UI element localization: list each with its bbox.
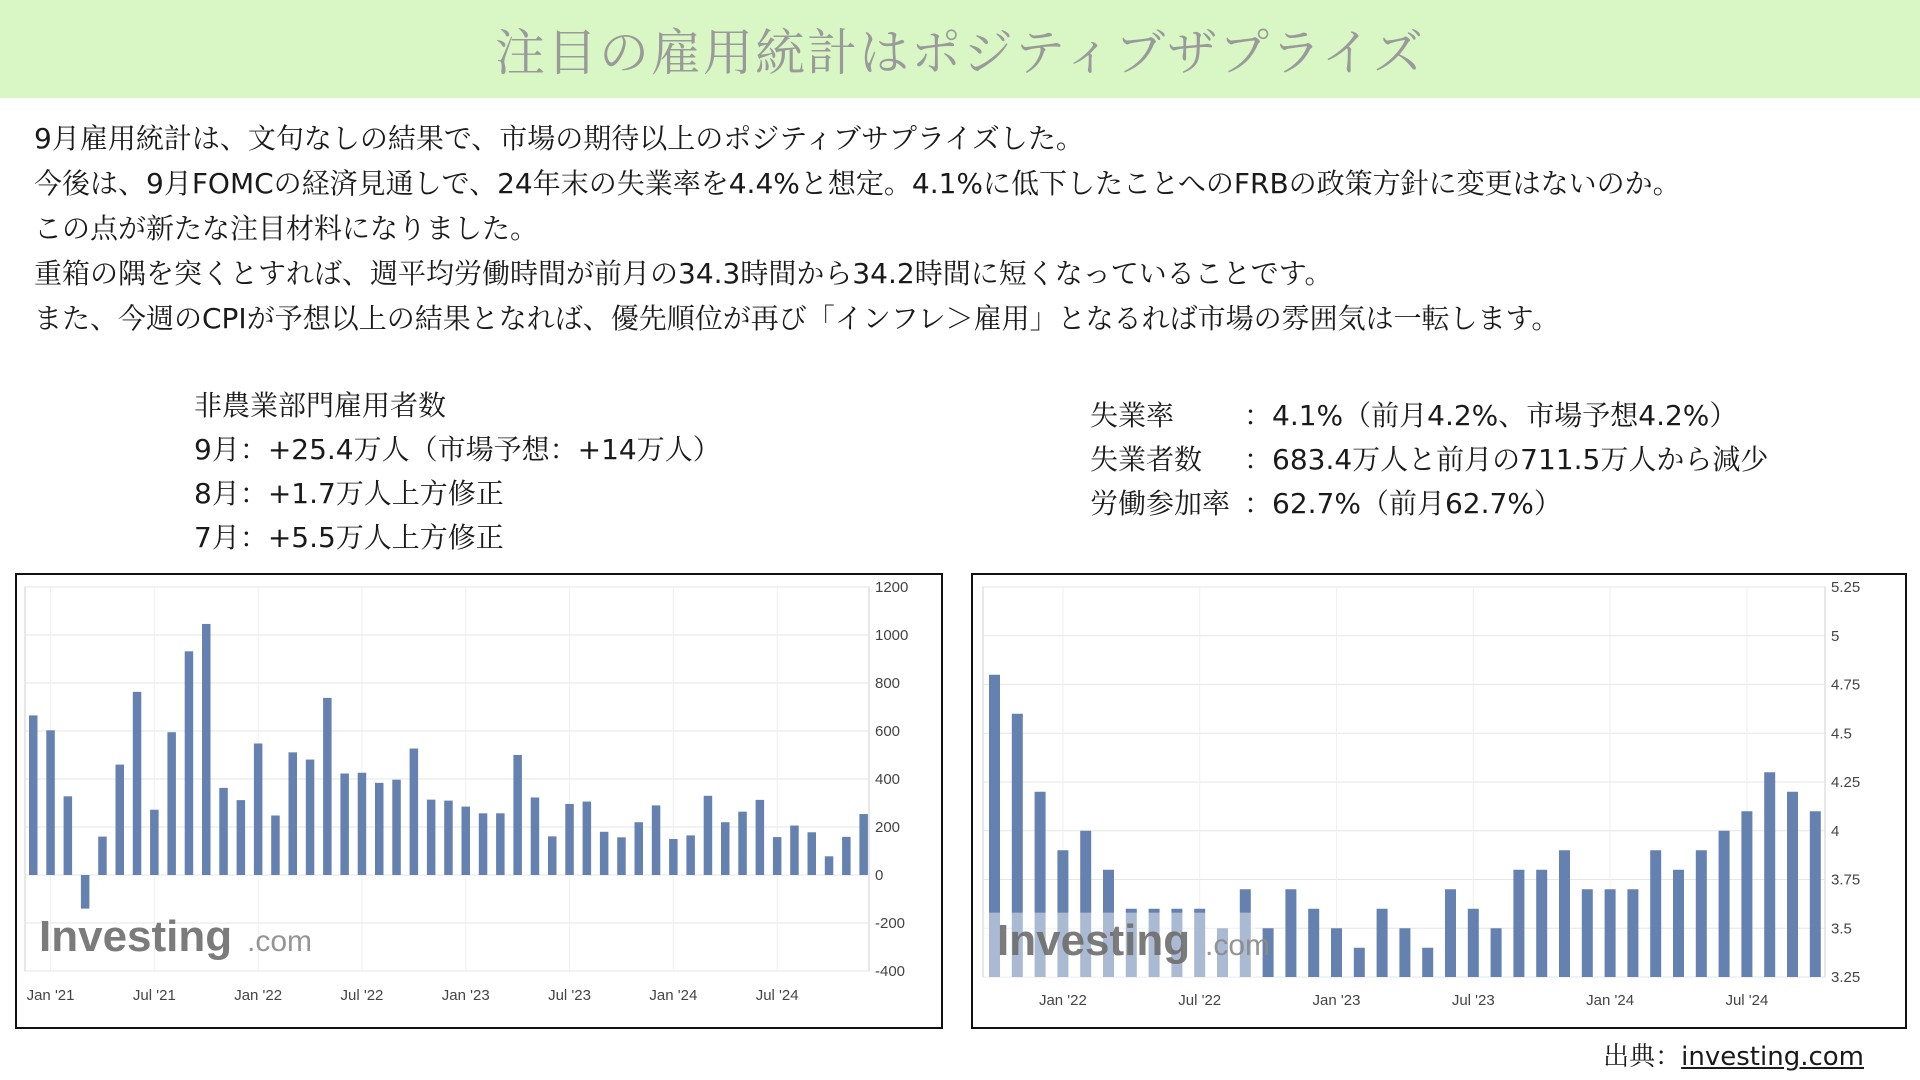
bar: [254, 743, 263, 875]
bar: [548, 836, 557, 875]
y-tick-label: -200: [875, 915, 906, 932]
x-tick-label: Jul '23: [548, 987, 591, 1004]
payrolls-title: 非農業部門雇用者数: [194, 389, 447, 422]
stat-row: [1090, 482, 1768, 526]
x-tick-label: Jan '23: [1312, 992, 1361, 1009]
bar: [167, 732, 176, 875]
bar: [1399, 928, 1410, 977]
bar: [289, 752, 298, 875]
bar: [773, 837, 782, 875]
bar: [652, 805, 661, 875]
x-tick-label: Jul '22: [340, 987, 384, 1004]
bar: [202, 624, 211, 875]
bar: [410, 749, 419, 875]
bar: [1741, 811, 1752, 977]
y-tick-label: 5: [1831, 627, 1840, 645]
commentary-line: 9月雇用統計は、文句なしの結果で、市場の期待以上のポジティブサプライズした。: [34, 122, 1084, 155]
bar: [340, 773, 349, 875]
bar: [271, 815, 280, 875]
stat-value: ：4.1%（前月4.2%、市場予想4.2%）: [1244, 399, 1738, 432]
bar: [116, 765, 125, 875]
bar: [756, 800, 765, 875]
stat-label: 失業率: [1090, 399, 1175, 432]
logo-text: Investing: [997, 916, 1191, 965]
y-tick-label: 4.75: [1831, 676, 1861, 694]
payrolls-chart: [15, 573, 943, 1029]
bar: [1468, 909, 1479, 977]
bar: [808, 832, 817, 875]
y-tick-label: 1200: [875, 579, 909, 596]
y-tick-label: 5.25: [1831, 579, 1861, 596]
bar: [686, 835, 695, 875]
bar: [1536, 870, 1547, 977]
stat-label: 失業者数: [1090, 443, 1203, 476]
stat-value: ：683.4万人と前月の711.5万人から減少: [1244, 443, 1769, 476]
y-tick-label: 800: [875, 675, 901, 692]
stat-label: 労働参加率: [1090, 487, 1231, 520]
bar: [790, 826, 799, 875]
commentary-line: 今後は、9月FOMCの経済見通しで、24年末の失業率を4.4%と想定。4.1%に低下したことへのFRBの政策方針に変更はないのか。: [34, 167, 1681, 200]
bar: [842, 837, 851, 875]
bar: [1331, 928, 1342, 977]
logo-suffix: .com: [1205, 929, 1271, 962]
y-tick-label: 600: [875, 723, 901, 740]
title-bar: [0, 0, 1920, 98]
bar: [81, 875, 90, 909]
stat-row: [1090, 438, 1768, 482]
bar: [1422, 948, 1433, 977]
bar: [1377, 909, 1388, 977]
bar: [185, 651, 194, 875]
bar: [721, 822, 730, 875]
payrolls-line: 7月：+5.5万人上方修正: [194, 521, 504, 554]
y-tick-label: -400: [875, 963, 906, 980]
bar: [1719, 831, 1730, 977]
x-tick-label: Jul '22: [1178, 992, 1222, 1009]
x-tick-label: Jul '24: [755, 987, 799, 1004]
bar: [1787, 792, 1798, 977]
bar: [46, 730, 55, 875]
stat-row: [1090, 394, 1768, 438]
bar: [1559, 850, 1570, 977]
bar: [1582, 889, 1593, 977]
payrolls-line: 9月：+25.4万人（市場予想：+14万人）: [194, 433, 721, 466]
x-tick-label: Jan '21: [26, 987, 75, 1004]
bar: [825, 856, 834, 875]
bar: [565, 804, 574, 875]
source-label: 出典：: [1603, 1042, 1682, 1072]
y-tick-label: 3.75: [1831, 871, 1861, 889]
bar: [669, 839, 678, 875]
bar: [531, 797, 540, 875]
x-tick-label: Jul '21: [132, 987, 176, 1004]
bar: [237, 800, 246, 875]
bar: [1605, 889, 1616, 977]
unemployment-chart: [971, 573, 1907, 1029]
x-tick-label: Jul '23: [1451, 992, 1495, 1009]
payrolls-summary: [194, 384, 721, 560]
bar: [738, 812, 747, 875]
bar: [617, 837, 626, 875]
bar: [583, 802, 592, 875]
bar: [444, 801, 453, 875]
bar: [1673, 870, 1684, 977]
y-tick-label: 3.25: [1831, 969, 1861, 986]
bar: [1285, 889, 1296, 977]
x-tick-label: Jan '22: [1038, 992, 1087, 1009]
bar: [1445, 889, 1456, 977]
bar: [375, 783, 384, 875]
bar: [513, 755, 522, 875]
bar: [427, 800, 436, 875]
x-tick-label: Jul '24: [1725, 992, 1769, 1009]
bar: [150, 810, 159, 875]
x-tick-label: Jan '23: [441, 987, 490, 1004]
y-tick-label: 200: [875, 819, 901, 836]
logo-text: Investing: [39, 912, 233, 961]
y-tick-label: 1000: [875, 627, 909, 644]
bar: [306, 760, 315, 875]
bar: [133, 692, 142, 875]
bar: [635, 822, 644, 875]
page-title: 注目の雇用統計はポジティブザプライズ: [495, 24, 1425, 82]
bar: [859, 814, 868, 875]
y-tick-label: 3.5: [1831, 920, 1852, 938]
bar: [358, 773, 367, 875]
y-tick-label: 4: [1831, 822, 1840, 840]
bar: [392, 780, 401, 875]
bar: [600, 832, 609, 875]
bar: [323, 698, 332, 875]
x-tick-label: Jan '24: [1586, 992, 1635, 1009]
logo-suffix: .com: [247, 925, 313, 958]
bar: [1627, 889, 1638, 977]
y-tick-label: 0: [875, 867, 884, 884]
bar: [1810, 811, 1821, 977]
commentary-line: また、今週のCPIが予想以上の結果となれば、優先順位が再び「インフレ＞雇用」となるれば市場の雰囲気は一転します。: [34, 302, 1560, 335]
commentary-line: 重箱の隅を突くとすれば、週平均労働時間が前月の34.3時間から34.2時間に短くなっていることです。: [34, 257, 1333, 290]
y-tick-label: 4.5: [1831, 725, 1852, 743]
bar: [219, 788, 228, 875]
source-credit: [1603, 1036, 1864, 1073]
payrolls-line: 8月：+1.7万人上方修正: [194, 477, 504, 510]
commentary-line: この点が新たな注目材料になりました。: [34, 212, 539, 245]
bar: [704, 796, 713, 875]
unemployment-summary: [1090, 394, 1768, 526]
y-tick-label: 400: [875, 771, 901, 788]
x-tick-label: Jan '24: [649, 987, 698, 1004]
bar: [496, 813, 505, 875]
bar: [98, 837, 107, 875]
bar: [479, 813, 488, 875]
payrolls-chart-svg: [17, 575, 941, 1027]
bar: [1764, 772, 1775, 977]
bar: [29, 715, 38, 875]
commentary: [34, 116, 1894, 341]
bar: [462, 807, 471, 875]
bar: [1491, 928, 1502, 977]
bar: [1513, 870, 1524, 977]
x-tick-label: Jan '22: [234, 987, 283, 1004]
bar: [1354, 948, 1365, 977]
stat-value: ：62.7%（前月62.7%）: [1244, 487, 1562, 520]
bar: [1308, 909, 1319, 977]
bar: [64, 796, 73, 875]
bar: [1696, 850, 1707, 977]
unemployment-chart-svg: [973, 575, 1905, 1027]
y-tick-label: 4.25: [1831, 774, 1861, 791]
bar: [1650, 850, 1661, 977]
source-link[interactable]: investing.com: [1681, 1042, 1864, 1072]
